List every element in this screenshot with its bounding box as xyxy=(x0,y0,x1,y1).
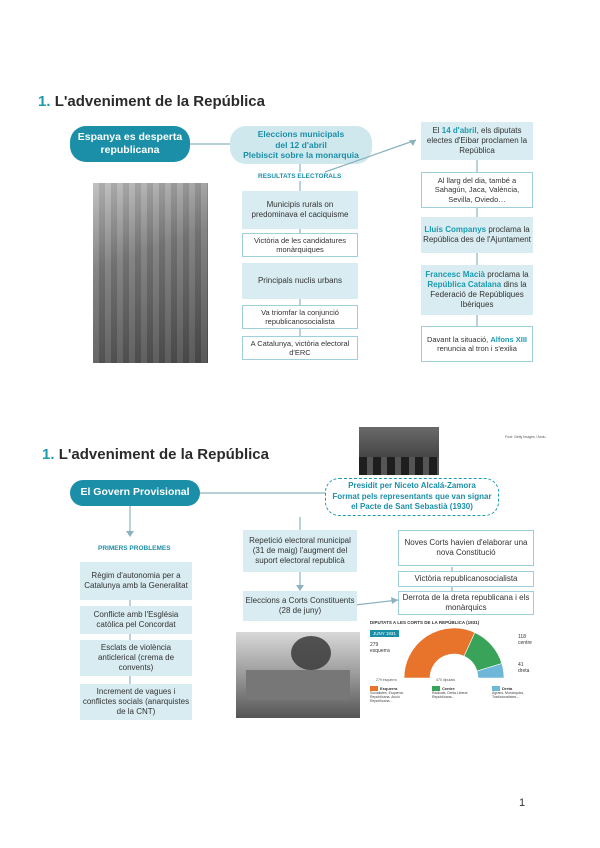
eleccions-line1: Eleccions municipals xyxy=(257,129,345,140)
alfons-pre: Davant la situació, xyxy=(426,334,491,344)
result-rural: Municipis rurals on predominava el caciquisme xyxy=(242,191,358,229)
govern-pill-label: El Govern Provisional xyxy=(80,486,190,499)
companys-post: proclama la República des de l'Ajuntament xyxy=(423,225,531,244)
dashed-line1: Presidit per Niceto Alcalá-Zamora xyxy=(348,481,476,491)
republica-catalana: República Catalana xyxy=(427,280,502,289)
building-shape xyxy=(246,670,350,700)
corts-chart xyxy=(368,620,540,720)
noves-corts: Noves Corts havien d'elaborar una nova Constitució xyxy=(398,530,534,566)
fire-photo xyxy=(236,632,360,718)
result-erc: A Catalunya, victòria electoral d'ERC xyxy=(242,336,358,360)
right-sub: centre xyxy=(518,640,532,646)
victoria-box: Victòria republicanosocialista xyxy=(398,571,534,587)
legend-detail-centre: Radicals, Dreta Liberal Republicana... xyxy=(432,691,468,700)
problems-head: PRIMERS PROBLEMES xyxy=(98,545,171,552)
espanya-pill-label: Espanya es desperta republicana xyxy=(77,130,183,156)
macia-mid: proclama la xyxy=(485,270,529,279)
legend-detail-dreta: Agraris, Monàrquics, Tradicionalistes... xyxy=(492,691,525,700)
results-head: RESULTATS ELECTORALS xyxy=(258,173,342,180)
smoke-shape xyxy=(291,636,331,670)
eleccions-corts: Eleccions a Corts Constituents (28 de juny) xyxy=(243,591,357,621)
government-photo xyxy=(359,427,439,475)
section1-title-num: 1. xyxy=(38,93,51,110)
dashed-line3: el Pacte de Sant Sebastià (1930) xyxy=(351,502,473,512)
pie-slice-esquerra xyxy=(404,628,475,678)
left-count: 279 xyxy=(370,642,379,648)
right-count2: 41 xyxy=(518,662,524,668)
government-photo-figures xyxy=(359,457,439,475)
chart-legend xyxy=(370,686,540,720)
eibar-pre: El xyxy=(432,126,442,135)
macia-post: dins la Federació de Repúbliques Ibèriques xyxy=(430,280,527,309)
chart-title: DIPUTATS A LES CORTS DE LA REPÚBLICA (1931) xyxy=(370,620,480,625)
bottom-left-note: 279 esquerra xyxy=(376,678,397,682)
legend-label-centre: Centre xyxy=(442,686,455,691)
problem-autonomia: Règim d'autonomia per a Catalunya amb la Generalitat xyxy=(80,562,192,600)
section2-title-text: L'adveniment de la República xyxy=(58,446,269,463)
alfons-post: renuncia al tron i s'exilia xyxy=(437,344,517,353)
dashed-line2: Format pels representants que van signar xyxy=(332,491,492,501)
companys-name: Lluís Companys xyxy=(424,225,487,234)
section1-title-text: L'adveniment de la República xyxy=(54,93,265,110)
legend-dreta xyxy=(492,686,540,699)
chart-badge: JUNY 1931 xyxy=(370,630,399,637)
legend-esquerra xyxy=(370,686,418,704)
problem-esglesia: Conflicte amb l'Església catòlica pel Concordat xyxy=(80,606,192,634)
eibar-date: 14 d'abril xyxy=(441,126,477,135)
result-urbans: Principals nuclis urbans xyxy=(242,263,358,299)
right-other-cities: Al llarg del dia, també a Sahagún, Jaca, València, Sevilla, Oviedo… xyxy=(421,172,533,208)
alfons-name: Alfons XIII xyxy=(490,334,528,344)
govern-pill xyxy=(70,480,200,506)
macia-name: Francesc Macià xyxy=(425,270,485,279)
right-count: 118 xyxy=(518,634,526,640)
page-number: 1 xyxy=(519,797,526,809)
derrota-box: Derrota de la dreta republicana i els monàrquics xyxy=(398,591,534,615)
eleccions-line2: del 12 d'abril xyxy=(275,139,327,150)
problem-vagues: Increment de vagues i conflictes socials (anarquistes de la CNT) xyxy=(80,684,192,720)
left-sub: esquerra xyxy=(370,648,390,654)
repeticio-electoral: Repetició electoral municipal (31 de maig) l'augment del suport electoral republicà xyxy=(243,530,357,572)
result-monarquiques: Victòria de les candidatures monàrquiques xyxy=(242,233,358,257)
legend-label-esquerra: Esquerra xyxy=(380,686,398,691)
legend-detail-esquerra: Socialistes, Esquerra Republicana, Acció Republicana... xyxy=(370,691,403,704)
problem-violencia: Esclats de violència anticlerical (crema de convents) xyxy=(80,640,192,676)
result-republicanosocialista: Va triomfar la conjunció republicanosocialista xyxy=(242,305,358,329)
section2-title-num: 1. xyxy=(42,446,55,463)
bottom-mid-note: 470 diputats xyxy=(436,678,456,682)
right-sub2: dreta xyxy=(518,668,530,674)
eleccions-line3: Plebiscit sobre la monarquia xyxy=(243,150,359,161)
section2-title xyxy=(42,446,269,463)
photo-caption: Font: Getty Images / Arxiu xyxy=(505,435,546,439)
govern-dashed-box xyxy=(325,478,499,516)
eibar-post: , els diputats electes d'Eibar proclamen la República xyxy=(426,126,528,155)
legend-label-dreta: Dreta xyxy=(502,686,513,691)
legend-centre xyxy=(432,686,480,699)
